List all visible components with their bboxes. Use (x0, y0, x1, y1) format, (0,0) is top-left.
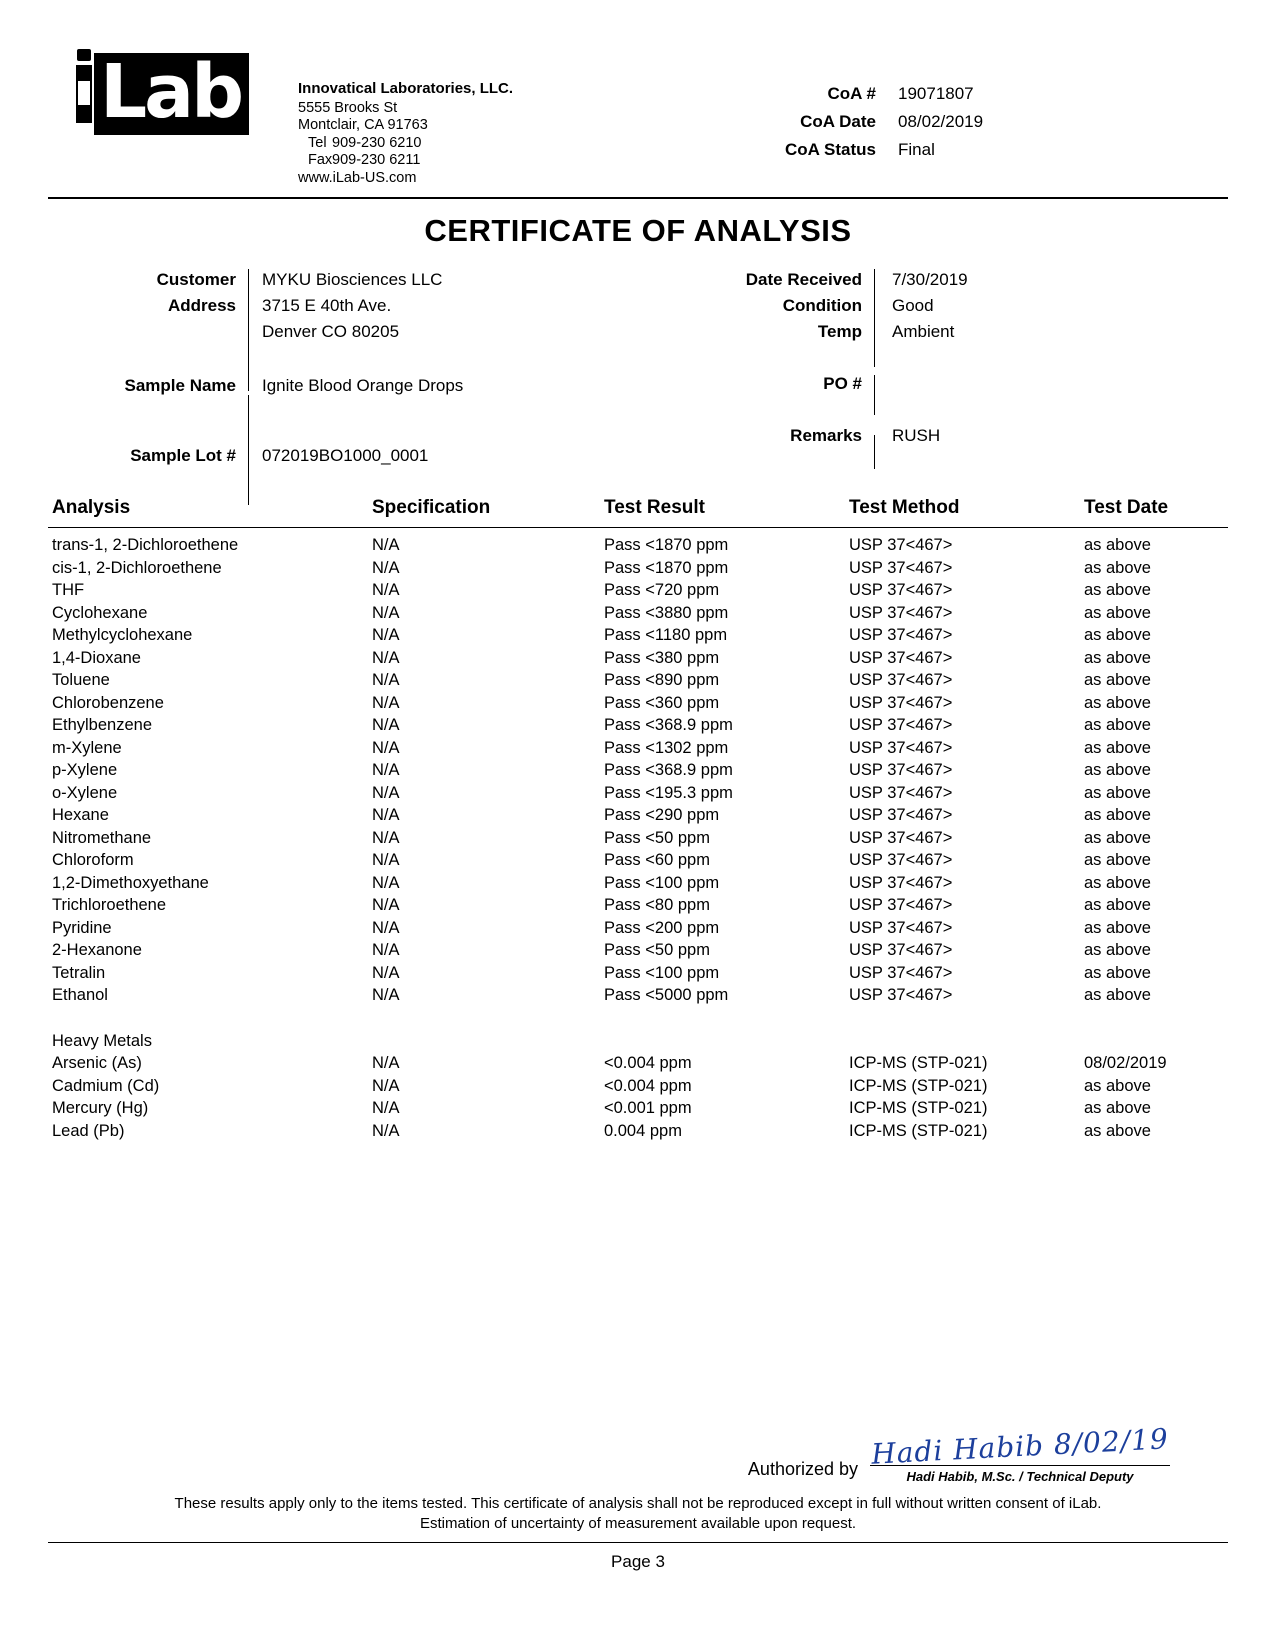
table-cell: N/A (372, 603, 400, 622)
header-divider (48, 197, 1228, 199)
table-cell: ICP-MS (STP-021) (849, 1054, 988, 1072)
table-cell: Heavy Metals (52, 1031, 152, 1050)
table-cell: as above (1084, 693, 1151, 712)
table-cell: as above (1084, 671, 1151, 689)
sample-lot-row (48, 443, 668, 469)
table-cell: p-Xylene (52, 761, 118, 779)
table-cell: as above (1084, 828, 1151, 847)
signature-area (870, 1422, 1170, 1484)
table-cell: as above (1084, 963, 1151, 982)
po-value (874, 371, 892, 397)
table-cell: Pass <100 ppm (604, 873, 720, 892)
table-cell: Pass <60 ppm (604, 851, 710, 869)
table-cell: Pass <200 ppm (604, 918, 720, 937)
lab-fax-value: 909-230 6211 (332, 152, 421, 168)
table-cell: USP 37<467> (849, 963, 953, 982)
table-cell (604, 1007, 849, 1053)
po-divider (874, 375, 875, 415)
temp-label: Temp (817, 322, 862, 341)
disclaimer-line-1: These results apply only to the items tested. This certificate of analysis shall not be reproduced except in full without written consent of iLab. (174, 1495, 1102, 1512)
table-row (48, 1120, 1228, 1143)
date-received-row (680, 267, 1228, 293)
remarks-value: RUSH (892, 426, 941, 445)
table-cell: N/A (372, 648, 400, 667)
table-cell: as above (1084, 738, 1151, 757)
table-cell: USP 37<467> (849, 783, 953, 802)
table-cell: Toluene (52, 671, 110, 689)
lab-fax-label: Fax (308, 152, 333, 168)
table-cell: USP 37<467> (849, 648, 953, 667)
table-cell: THF (52, 581, 85, 599)
remarks-label: Remarks (790, 426, 862, 445)
coa-status-row (688, 136, 1228, 164)
lab-address-block (298, 52, 628, 187)
table-row (48, 647, 1228, 670)
coa-date-row (688, 108, 1228, 136)
table-cell: N/A (372, 716, 400, 734)
table-cell: USP 37<467> (849, 761, 953, 779)
sample-name-label: Sample Name (124, 376, 236, 395)
receipt-info (668, 267, 1228, 469)
table-cell: ICP-MS (STP-021) (849, 1099, 988, 1117)
page-title: CERTIFICATE OF ANALYSIS (424, 213, 852, 248)
spacer-label-3 (680, 345, 874, 371)
customer-value: MYKU Biosciences LLC (262, 270, 443, 289)
table-cell: as above (1084, 806, 1151, 824)
customer-info-divider (248, 269, 249, 391)
table-cell: as above (1084, 581, 1151, 599)
table-cell: N/A (372, 738, 400, 757)
date-received-label: Date Received (745, 270, 862, 289)
lab-website: www.iLab-US.com (298, 169, 417, 186)
lab-street: 5555 Brooks St (298, 99, 398, 116)
table-cell: Lead (Pb) (52, 1121, 125, 1140)
table-row (48, 804, 1228, 827)
condition-label: Condition (782, 296, 862, 315)
table-cell: as above (1084, 1099, 1151, 1117)
po-row (680, 371, 1228, 397)
document-header (48, 30, 1228, 187)
header-specification: Specification (372, 497, 604, 528)
table-cell: USP 37<467> (849, 716, 953, 734)
table-cell: USP 37<467> (849, 536, 953, 554)
header-analysis: Analysis (48, 497, 372, 528)
table-cell: Pass <380 ppm (604, 648, 720, 667)
logo-wordmark: Lab (94, 53, 249, 135)
table-cell: USP 37<467> (849, 671, 953, 689)
table-cell: N/A (372, 896, 400, 914)
table-cell: Pass <3880 ppm (604, 603, 729, 622)
coa-date-label: CoA Date (800, 112, 876, 131)
table-cell: USP 37<467> (849, 851, 953, 869)
table-cell: Arsenic (As) (52, 1054, 142, 1072)
receipt-info-divider (874, 269, 875, 367)
date-received-value: 7/30/2019 (892, 270, 968, 289)
table-cell: N/A (372, 1099, 400, 1117)
table-cell: Tetralin (52, 963, 106, 982)
spacer-label-4 (680, 397, 874, 423)
table-cell: Pass <195.3 ppm (604, 783, 733, 802)
table-cell: as above (1084, 873, 1151, 892)
table-cell: Cyclohexane (52, 603, 148, 622)
table-cell: Pass <368.9 ppm (604, 761, 733, 779)
address-row-2 (48, 319, 668, 345)
table-cell: N/A (372, 828, 400, 847)
table-row (48, 894, 1228, 917)
table-cell: Ethanol (52, 986, 108, 1004)
table-cell: Pass <360 ppm (604, 693, 720, 712)
table-cell: as above (1084, 896, 1151, 914)
table-cell: as above (1084, 1076, 1151, 1095)
spacer-row-1 (48, 345, 668, 373)
table-cell (372, 1007, 604, 1053)
table-cell: USP 37<467> (849, 806, 953, 824)
remarks-divider (874, 435, 875, 469)
spacer-label-1 (48, 345, 248, 373)
page-number: Page 3 (611, 1552, 665, 1571)
table-cell: as above (1084, 986, 1151, 1004)
table-cell: N/A (372, 783, 400, 802)
table-row (48, 872, 1228, 895)
table-cell: N/A (372, 671, 400, 689)
address-line2: Denver CO 80205 (262, 322, 400, 341)
sample-name-value: Ignite Blood Orange Drops (262, 376, 464, 395)
table-cell: N/A (372, 963, 400, 982)
header-test-result: Test Result (604, 497, 849, 528)
sample-name-row (48, 373, 668, 399)
customer-info (48, 267, 668, 469)
header-test-date: Test Date (1084, 497, 1228, 528)
table-cell: N/A (372, 693, 400, 712)
results-section (48, 497, 1228, 1142)
table-cell: USP 37<467> (849, 918, 953, 937)
results-table (48, 497, 1228, 1142)
table-cell: Pass <1180 ppm (604, 626, 728, 644)
table-row (48, 669, 1228, 692)
spacer-value-2 (248, 399, 262, 443)
table-cell: ICP-MS (STP-021) (849, 1076, 988, 1095)
spacer-label-2 (48, 399, 248, 443)
coa-number-value: 19071807 (898, 84, 974, 103)
table-row (48, 827, 1228, 850)
table-row (48, 602, 1228, 625)
coa-date-value: 08/02/2019 (898, 112, 984, 131)
table-row (48, 782, 1228, 805)
table-cell: Pass <368.9 ppm (604, 716, 733, 734)
table-cell: N/A (372, 1076, 400, 1095)
table-cell: Hexane (52, 806, 109, 824)
table-cell: USP 37<467> (849, 738, 953, 757)
table-row (48, 624, 1228, 647)
table-cell: N/A (372, 536, 400, 554)
spacer-value-4 (874, 397, 892, 423)
po-label: PO # (823, 374, 862, 393)
table-cell: Pass <720 ppm (604, 581, 720, 599)
table-cell: as above (1084, 536, 1151, 554)
table-cell: N/A (372, 986, 400, 1004)
table-cell: Mercury (Hg) (52, 1099, 149, 1117)
table-cell: as above (1084, 783, 1151, 802)
table-cell: Pass <5000 ppm (604, 986, 729, 1004)
spacer-row-2 (48, 399, 668, 443)
document-footer (48, 1422, 1228, 1572)
results-header-row (48, 497, 1228, 528)
table-cell: Nitromethane (52, 828, 152, 847)
table-cell: N/A (372, 1054, 400, 1072)
temp-row (680, 319, 1228, 345)
table-cell: N/A (372, 1121, 400, 1140)
coa-meta-block (628, 52, 1228, 164)
condition-row (680, 293, 1228, 319)
authorized-by-label: Authorized by (747, 1459, 858, 1479)
table-cell: Pass <100 ppm (604, 963, 720, 982)
lab-tel-value: 909-230 6210 (332, 134, 422, 151)
logo-i-bar (76, 65, 92, 123)
table-row (48, 939, 1228, 962)
table-cell: 2-Hexanone (52, 941, 142, 959)
address-row (48, 293, 668, 319)
table-cell: USP 37<467> (849, 986, 953, 1004)
table-cell: Pass <1870 ppm (604, 536, 729, 554)
table-cell: Chlorobenzene (52, 693, 164, 712)
customer-label: Customer (156, 270, 236, 289)
table-row (48, 849, 1228, 872)
table-cell: as above (1084, 941, 1151, 959)
table-cell: as above (1084, 603, 1151, 622)
table-cell: Cadmium (Cd) (52, 1076, 160, 1095)
table-cell (849, 1007, 1084, 1053)
table-cell: N/A (372, 626, 400, 644)
coa-status-value: Final (898, 140, 935, 159)
table-cell: USP 37<467> (849, 941, 953, 959)
table-cell: as above (1084, 558, 1151, 577)
table-cell: as above (1084, 648, 1151, 667)
lab-city: Montclair, CA 91763 (298, 117, 428, 133)
table-cell: Trichloroethene (52, 896, 167, 914)
table-cell: 1,4-Dioxane (52, 648, 141, 667)
lab-tel-label: Tel (308, 134, 327, 151)
table-cell: USP 37<467> (849, 828, 953, 847)
address-label-blank (48, 319, 248, 345)
table-cell: N/A (372, 806, 400, 824)
spacer-value-1 (248, 345, 262, 373)
logo-mark (76, 49, 249, 135)
results-table-body (48, 528, 1228, 1143)
lab-tel-row (298, 135, 628, 153)
condition-value: Good (892, 296, 934, 315)
table-cell: <0.004 ppm (604, 1076, 692, 1095)
table-cell: 1,2-Dimethoxyethane (52, 873, 209, 892)
table-cell: Pass <80 ppm (604, 896, 710, 914)
table-cell: N/A (372, 558, 400, 577)
table-row (48, 557, 1228, 580)
table-cell: <0.001 ppm (604, 1099, 692, 1117)
table-cell: Chloroform (52, 851, 134, 869)
table-cell: Pass <890 ppm (604, 671, 720, 689)
table-row (48, 579, 1228, 602)
table-cell: N/A (372, 581, 400, 599)
table-cell (1084, 1007, 1228, 1053)
customer-row (48, 267, 668, 293)
table-row (48, 759, 1228, 782)
table-cell: 08/02/2019 (1084, 1054, 1167, 1072)
table-cell: N/A (372, 851, 400, 869)
table-cell: USP 37<467> (849, 693, 953, 712)
coa-number-row (688, 80, 1228, 108)
table-row (48, 737, 1228, 760)
signature-image: Hadi Habib 8/02/19 (870, 1422, 1170, 1471)
table-cell: as above (1084, 1121, 1151, 1140)
table-cell: USP 37<467> (849, 896, 953, 914)
table-cell: Pass <290 ppm (604, 806, 720, 824)
table-cell: N/A (372, 918, 400, 937)
table-cell: as above (1084, 761, 1151, 779)
table-cell: Pass <50 ppm (604, 941, 710, 959)
table-cell: o-Xylene (52, 783, 118, 802)
table-cell: <0.004 ppm (604, 1054, 692, 1072)
table-cell: as above (1084, 851, 1151, 869)
spacer-row-4 (680, 397, 1228, 423)
remarks-row (680, 423, 1228, 449)
ilab-logo (48, 49, 298, 135)
table-cell: ICP-MS (STP-021) (849, 1121, 988, 1140)
sample-lot-label: Sample Lot # (130, 446, 236, 465)
table-cell: m-Xylene (52, 738, 122, 757)
spacer-value-3 (874, 345, 892, 371)
table-cell: Ethylbenzene (52, 716, 152, 734)
address-line1: 3715 E 40th Ave. (262, 296, 392, 315)
authorization-line (48, 1422, 1228, 1484)
table-cell: Pass <1870 ppm (604, 558, 729, 577)
table-cell: N/A (372, 873, 400, 892)
lab-fax-row (298, 152, 628, 170)
table-cell: USP 37<467> (849, 873, 953, 892)
table-cell: cis-1, 2-Dichloroethene (52, 558, 222, 577)
spacer-row-3 (680, 345, 1228, 371)
table-cell: as above (1084, 626, 1151, 644)
table-row (48, 528, 1228, 557)
table-cell: trans-1, 2-Dichloroethene (52, 536, 239, 554)
table-row (48, 984, 1228, 1007)
temp-value: Ambient (892, 322, 955, 341)
table-cell: 0.004 ppm (604, 1121, 682, 1140)
sample-lot-divider (248, 395, 249, 505)
results-table-head (48, 497, 1228, 528)
table-cell: N/A (372, 761, 400, 779)
table-row (48, 714, 1228, 737)
table-row (48, 1097, 1228, 1120)
table-cell: N/A (372, 941, 400, 959)
signer-name: Hadi Habib, M.Sc. / Technical Deputy (906, 1469, 1134, 1484)
address-label: Address (167, 296, 236, 315)
table-cell: USP 37<467> (849, 626, 953, 644)
coa-number-label: CoA # (827, 84, 876, 103)
coa-status-label: CoA Status (785, 140, 876, 159)
table-cell: as above (1084, 918, 1151, 937)
sample-lot-value: 072019BO1000_0001 (262, 446, 429, 465)
table-row (48, 917, 1228, 940)
table-row (48, 1075, 1228, 1098)
table-cell: Pass <50 ppm (604, 828, 710, 847)
table-row (48, 692, 1228, 715)
disclaimer-line-2: Estimation of uncertainty of measurement available upon request. (419, 1515, 857, 1532)
table-cell: USP 37<467> (849, 558, 953, 577)
sample-info-section (48, 267, 1228, 479)
table-row (48, 962, 1228, 985)
table-row (48, 1052, 1228, 1075)
table-cell: Pyridine (52, 918, 112, 937)
lab-name: Innovatical Laboratories, LLC. (298, 80, 514, 97)
table-cell: as above (1084, 716, 1151, 734)
header-test-method: Test Method (849, 497, 1084, 528)
document-sheet (48, 30, 1228, 1590)
table-cell: USP 37<467> (849, 603, 953, 622)
table-cell: Methylcyclohexane (52, 626, 193, 644)
table-row (48, 1007, 1228, 1053)
table-cell: USP 37<467> (849, 581, 953, 599)
table-cell: Pass <1302 ppm (604, 738, 729, 757)
